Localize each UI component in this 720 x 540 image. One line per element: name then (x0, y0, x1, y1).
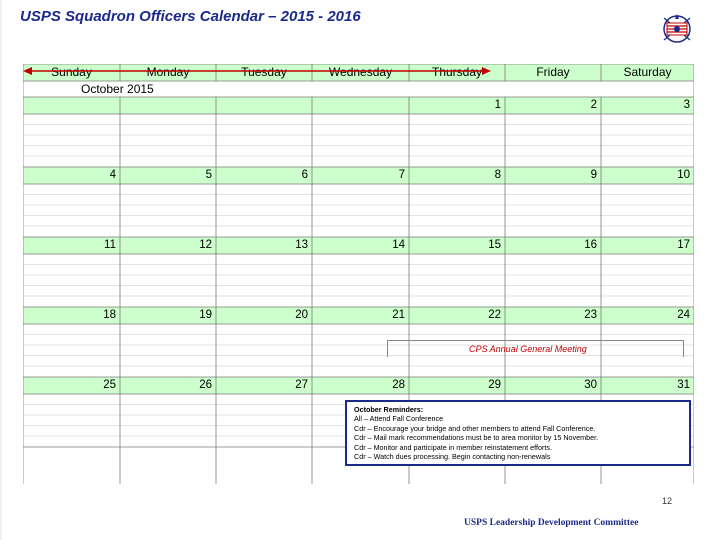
event-span-arrow (23, 64, 491, 78)
day-number: 14 (392, 239, 405, 251)
reminder-line: All – Attend Fall Conference (354, 414, 444, 424)
page-number: 12 (662, 496, 673, 506)
day-number: 18 (103, 309, 116, 321)
month-label: October 2015 (81, 82, 154, 96)
day-number: 21 (392, 309, 405, 321)
day-number: 17 (677, 239, 690, 251)
day-number: 23 (584, 309, 597, 321)
reminder-line: Cdr – Mail mark recommendations must be to area monitor by 15 November. (354, 433, 599, 443)
day-number: 26 (199, 379, 212, 391)
day-number: 9 (590, 169, 597, 181)
weekday-header-sunday: Sunday (51, 65, 92, 79)
weekday-header-tuesday: Tuesday (241, 65, 287, 79)
day-number: 15 (488, 239, 501, 251)
reminder-line: Cdr – Monitor and participate in member reinstatement efforts. (354, 442, 553, 452)
weekday-header-wednesday: Wednesday (328, 65, 393, 79)
day-number: 31 (677, 379, 690, 391)
day-number: 27 (295, 379, 308, 391)
weekday-header-monday: Monday (146, 65, 190, 79)
event-label: CPS Annual General Meeting (469, 344, 587, 354)
day-number: 30 (584, 379, 597, 391)
slide-edge (0, 0, 2, 540)
day-number: 22 (488, 309, 501, 321)
day-number: 19 (199, 309, 212, 321)
day-number: 16 (584, 239, 597, 251)
reminder-line: Cdr – Encourage your bridge and other members to attend Fall Conference. (354, 423, 596, 433)
day-number: 20 (295, 309, 308, 321)
weekday-header-friday: Friday (536, 65, 570, 79)
day-number: 8 (494, 169, 501, 181)
reminders-heading: October Reminders: (354, 405, 424, 414)
day-number: 13 (295, 239, 308, 251)
reminder-line: Cdr – Watch dues processing. Begin contacting non-renewals (354, 452, 551, 462)
day-number: 12 (199, 239, 212, 251)
weekday-header-thursday: Thursday (431, 65, 483, 79)
day-number: 1 (494, 99, 501, 111)
day-number: 29 (488, 379, 501, 391)
day-number: 4 (109, 169, 116, 181)
day-number: 24 (677, 309, 690, 321)
day-number: 10 (677, 169, 690, 181)
day-number: 11 (104, 239, 116, 251)
day-number: 5 (205, 169, 212, 181)
day-number: 6 (301, 169, 308, 181)
day-number: 3 (683, 99, 690, 111)
footer-text: USPS Leadership Development Committee (464, 518, 639, 528)
october-reminders-box (345, 400, 691, 466)
day-number: 7 (398, 169, 405, 181)
weekday-header-saturday: Saturday (623, 65, 672, 79)
page-title: USPS Squadron Officers Calendar – 2015 - 2016 (20, 8, 361, 25)
day-number: 25 (103, 379, 116, 391)
day-number: 2 (590, 99, 597, 111)
usps-ensign-icon (654, 10, 700, 48)
day-number: 28 (392, 379, 405, 391)
